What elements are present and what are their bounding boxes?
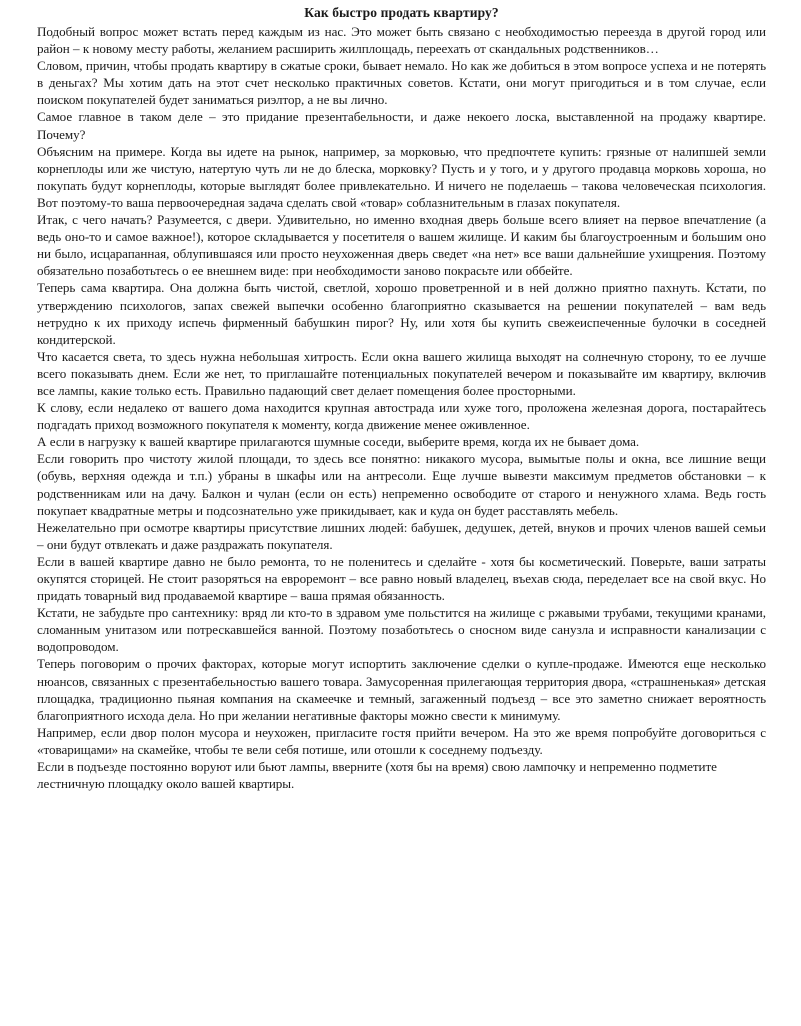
paragraph: Самое главное в таком деле – это придание презентабельности, и даже некоего лоска, выставленной на продажу квартире. Почему? xyxy=(37,109,766,142)
paragraph: А если в нагрузку к вашей квартире прилагаются шумные соседи, выберите время, когда их не бывает дома. xyxy=(37,434,640,450)
paragraph: Словом, причин, чтобы продать квартиру в сжатые сроки, бывает немало. Но как же добиться в этом вопросе успеха и не потерять в деньгах? Мы хотим дать на этот счет несколько практичных советов. Кстати, они могут пригодиться и в том случае, если поиском покупателей будет заниматься риэлтор, а не вы лично. xyxy=(37,58,766,108)
paragraph: Кстати, не забудьте про сантехнику: вряд ли кто-то в здравом уме польстится на жилище с ржавыми трубами, текущими кранами, сломанным унитазом или потрескавшейся ванной. Поэтому позаботьтесь о сносном виде санузла и исправности канализации с водопроводом. xyxy=(37,605,766,655)
paragraph: Если в подъезде постоянно воруют или бьют лампы, вверните (хотя бы на время) свою лампочку и непременно подметите лестничную площадку около вашей квартиры. xyxy=(37,759,717,792)
page-title: Как быстро продать квартиру? xyxy=(304,5,499,20)
paragraph: Если говорить про чистоту жилой площади, то здесь все понятно: никакого мусора, вымытые полы и окна, все лишние вещи (обувь, верхняя одежда и т.п.) убраны в шкафы или на антресоли. Еще лучше вывезти максимум предметов обстановки – к родственникам или на дачу. Балкон и чулан (если он есть) непременно освободите от старого и ненужного хлама. Ведь гость покупает квадратные метры и подсознательно уже прикидывает, как и куда он будет расставлять мебель. xyxy=(37,451,766,518)
paragraph: К слову, если недалеко от вашего дома находится крупная автострада или хуже того, проложена железная дорога, постарайтесь подгадать приход возможного покупателя к моменту, когда движение менее оживленное. xyxy=(37,400,766,433)
paragraph: Теперь сама квартира. Она должна быть чистой, светлой, хорошо проветренной и в ней должно приятно пахнуть. Кстати, по утверждению психологов, запах свежей выпечки особенно благоприятно сказывается на решении покупателей – вам ведь нетрудно к их приходу испечь фирменный бабушкин пирог? Ну, или хотя бы купить свежеиспеченные булочки в соседней кондитерской. xyxy=(37,280,766,347)
document-body xyxy=(37,23,766,792)
paragraph: Теперь поговорим о прочих факторах, которые могут испортить заключение сделки о купле-продаже. Имеются еще несколько нюансов, связанных с презентабельностью вашего товара. Замусоренная прилегающая территория двора, «страшненькая» детская площадка, традиционно пьяная компания на скамеечке и темный, загаженный подъезд – все это заметно снижает вероятность благоприятного исхода дела. Но при желании негативные факторы можно свести к минимуму. xyxy=(37,656,766,723)
paragraph: Итак, с чего начать? Разумеется, с двери. Удивительно, но именно входная дверь больше всего влияет на первое впечатление (а ведь оно-то и самое важное!), которое складывается у посетителя о вашем жилище. И каким бы благоустроенным и большим оно ни было, исцарапанная, облупившаяся или просто неухоженная дверь сведет «на нет» все ваши дальнейшие ухищрения. Поэтому обязательно позаботьтесь о ее внешнем виде: при необходимости заново покрасьте или оббейте. xyxy=(37,212,766,279)
paragraph: Подобный вопрос может встать перед каждым из нас. Это может быть связано с необходимостью переезда в другой город или район – к новому месту работы, желанием расширить жилплощадь, переехать от скандальных родственников… xyxy=(37,24,766,57)
paragraph: Например, если двор полон мусора и неухожен, пригласите гостя прийти вечером. На это же время попробуйте договориться с «товарищами» на скамейке, чтобы те вели себя потише, или отошли к соседнему подъезду. xyxy=(37,724,766,757)
paragraph: Нежелательно при осмотре квартиры присутствие лишних людей: бабушек, дедушек, детей, внуков и прочих членов вашей семьи – они будут отвлекать и даже раздражать покупателя. xyxy=(37,519,766,552)
paragraph: Если в вашей квартире давно не было ремонта, то не поленитесь и сделайте - хотя бы косметический. Поверьте, ваши затраты окупятся сторицей. Не стоит разоряться на евроремонт – все равно новый владелец, въехав сюда, переделает все на свой вкус. Но придать товарный вид продаваемой квартире – ваша прямая обязанность. xyxy=(37,553,766,604)
paragraph: Что касается света, то здесь нужна небольшая хитрость. Если окна вашего жилища выходят на солнечную сторону, то ее лучше всего показывать днем. Если же нет, то приглашайте потенциальных покупателей вечером и показывайте им квартиру, включив все лампы, какие только есть. Правильно падающий свет делает помещения более просторными. xyxy=(37,348,766,398)
paragraph: Объясним на примере. Когда вы идете на рынок, например, за морковью, что предпочтете купить: грязные от налипшей земли корнеплоды или же чистую, натертую чуть ли не до блеска, морковку? Пусть и у того, и у другого продавца морковь хороша, но покупать будут корнеплоды, которые выглядят более привлекательно. И ничего не поделаешь – такова человеческая психология. Вот поэтому-то ваша первоочередная задача сделать свой «товар» соблазнительным в глазах покупателя. xyxy=(37,143,766,210)
